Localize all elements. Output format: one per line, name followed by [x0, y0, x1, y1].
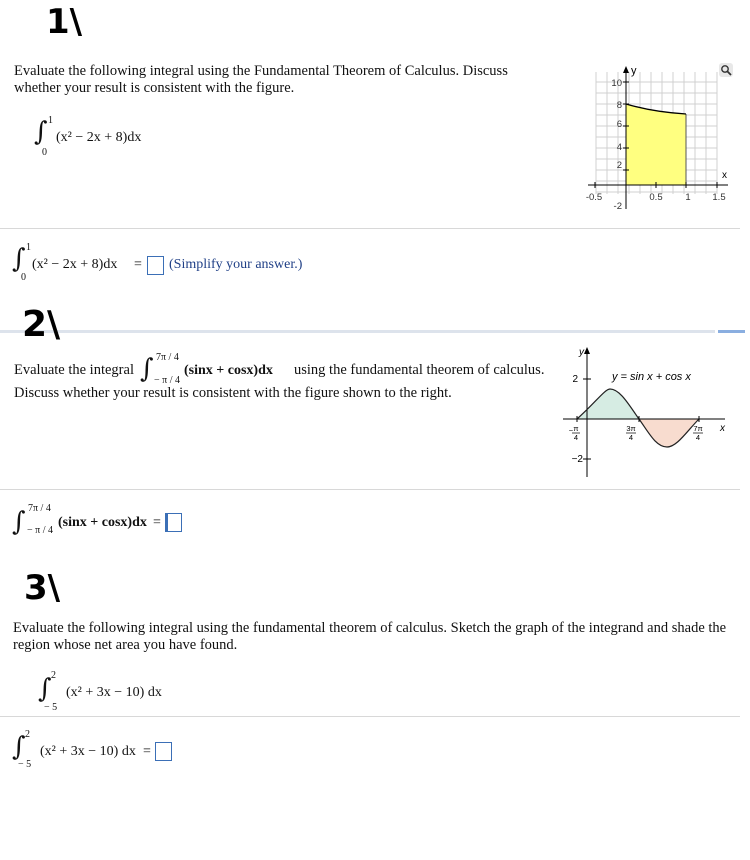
svg-text:4: 4: [573, 433, 579, 442]
integral-upper-limit: 2: [51, 670, 56, 681]
divider: [0, 228, 740, 229]
problem-3-integral: [38, 670, 198, 715]
y-tick: 10: [611, 78, 622, 89]
y-tick: 2: [616, 160, 622, 171]
integral-lower-limit: 0: [42, 147, 47, 158]
svg-text:7π: 7π: [693, 424, 703, 433]
problem-2-text: [14, 348, 554, 408]
problem-3-answer-row: [12, 728, 312, 773]
x-axis-label: x: [722, 170, 727, 181]
handwritten-label-3: 3\: [24, 568, 61, 608]
problem-1-text: Evaluate the following integral using the Fundamental Theorem of Calculus. Discuss whether your result is consistent with the figure.: [14, 63, 508, 96]
integral-sign: ∫: [34, 117, 48, 147]
shaded-region: [626, 104, 686, 185]
svg-text:π: π: [573, 424, 579, 433]
integral-upper-limit: 1: [48, 115, 53, 126]
svg-text:3π: 3π: [626, 424, 636, 433]
integral-lower-limit: − 5: [44, 702, 58, 713]
problem-2-answer-row: [12, 501, 312, 546]
integral-upper-limit: 7π / 4: [156, 352, 179, 363]
curve-label: y = sin x + cos x: [612, 371, 691, 383]
answer-input[interactable]: [147, 256, 164, 275]
magnifier-icon[interactable]: [719, 63, 733, 77]
svg-text:−: −: [568, 426, 574, 435]
integral-upper-limit: 7π / 4: [28, 503, 51, 514]
y-tick: -2: [613, 201, 622, 212]
integral-lower-limit: − 5: [18, 759, 32, 770]
y-axis-label: y: [579, 347, 584, 358]
x-tick-7pi-4: [693, 424, 703, 442]
divider: [0, 716, 740, 717]
problem-2-text-line2: Discuss whether your result is consistent with the figure shown to the right.: [14, 385, 452, 401]
equals-sign: =: [153, 515, 161, 530]
y-tick: 2: [572, 374, 578, 385]
y-axis-label: y: [631, 65, 637, 77]
x-axis-label: x: [720, 423, 725, 434]
svg-text:4: 4: [695, 433, 701, 442]
x-tick: 1: [685, 192, 691, 203]
integrand: (sinx + cosx)dx: [184, 363, 273, 378]
integral-lower-limit: − π / 4: [154, 375, 180, 386]
handwritten-label-2: 2\: [22, 304, 61, 345]
handwritten-label-1: 1\: [46, 2, 83, 42]
integral-upper-limit: 1: [26, 242, 31, 253]
svg-text:4: 4: [628, 433, 634, 442]
problem-1-integral: [34, 115, 194, 160]
problem-1-figure: [578, 62, 738, 212]
equals-sign: =: [134, 257, 142, 272]
integral-sign: ∫: [38, 674, 52, 704]
integrand: (x² + 3x − 10) dx: [66, 685, 162, 700]
problem-2-figure: [555, 343, 745, 483]
integrand: (x² − 2x + 8)dx: [56, 130, 142, 145]
integral-sign: ∫: [140, 354, 154, 384]
x-tick-neg-pi-4: [569, 424, 580, 442]
simplify-hint: (Simplify your answer.): [169, 257, 303, 272]
x-tick-3pi-4: [626, 424, 636, 442]
x-tick: -0.5: [585, 192, 603, 203]
x-tick: 0.5: [649, 192, 663, 203]
y-tick: −2: [571, 454, 583, 465]
x-tick: 1.5: [712, 192, 726, 203]
section-divider-accent: [718, 330, 745, 333]
y-tick: 6: [616, 119, 622, 130]
y-tick: 8: [616, 100, 622, 111]
integral-lower-limit: − π / 4: [27, 525, 53, 536]
integral-sign: ∫: [12, 244, 26, 274]
integrand: (x² + 3x − 10) dx: [40, 744, 136, 759]
section-divider: [0, 330, 715, 333]
problem-1-answer-row: [12, 240, 412, 285]
integrand: (sinx + cosx)dx: [58, 515, 147, 530]
y-tick: 4: [616, 142, 622, 153]
positive-region-fill: [577, 389, 639, 419]
problem-2-text-after: using the fundamental theorem of calculus.: [294, 362, 545, 378]
answer-input[interactable]: [155, 742, 172, 761]
integral-upper-limit: 2: [25, 729, 30, 740]
divider: [0, 489, 740, 490]
integrand: (x² − 2x + 8)dx: [32, 257, 118, 272]
answer-input[interactable]: [165, 513, 182, 532]
integral-sign: ∫: [12, 732, 26, 762]
equals-sign: =: [143, 744, 151, 759]
problem-3-text: Evaluate the following integral using the fundamental theorem of calculus. Sketch the graph of the integrand and shade the region whose net area you have found.: [13, 620, 727, 653]
integral-sign: ∫: [12, 507, 26, 537]
problem-2-text-before: Evaluate the integral: [14, 362, 134, 378]
integral-lower-limit: 0: [21, 272, 26, 283]
